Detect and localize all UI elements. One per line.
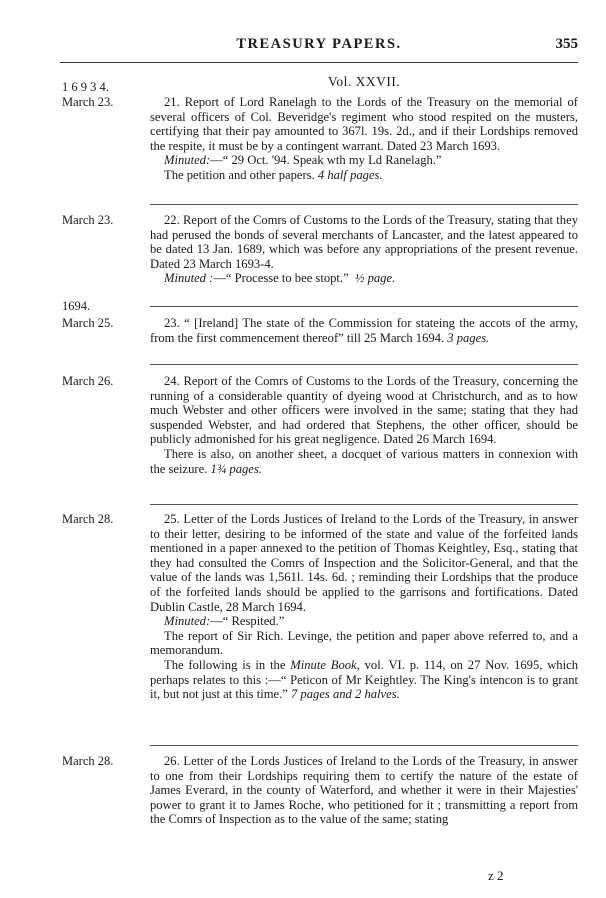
entry-body: 25. Letter of the Lords Justices of Ireland to the Lords of the Treasury, in answer to their letter, desiring to be informed of the state and value of the forfeited lands mentioned in a paper annexed to the petition of Thomas Keightley, Esq., stating that they had consulted the Comrs of Inspection and the Solicitor-General, and that the value of the lands was 1,561l. 14s. 6d. ; reminding their Lordships that the produce of the forfeited lands should be applied to the garrisons and fortifications. Dated Dublin Castle, 28 March 1694.	[150, 512, 578, 614]
margin-date: March 28.	[62, 754, 114, 768]
entry-note: The report of Sir Rich. Levinge, the petition and paper above referred to, and a memorandum.	[150, 628, 578, 658]
margin-year: 1694.	[62, 299, 91, 313]
entry-22	[150, 213, 578, 286]
entry-minute: Minuted :—“ Processe to bee stopt.” ½ page.	[164, 271, 396, 286]
margin-date: March 28.	[62, 512, 114, 526]
entry-23	[150, 316, 578, 345]
entry-note: There is also, on another sheet, a docquet of various matters in connexion with the seizure. 1¾ pages.	[150, 446, 578, 476]
entry-body: 26. Letter of the Lords Justices of Ireland to the Lords of the Treasury, in answer to one from their Lordships requiring them to certify the nature of the estate of James Everard, in the county of Waterford, and whether it were in their Majesties' power to grant it to James Roche, who petitioned for it ; transmitting a report from the Comrs of Inspection as to the value of the same; stating	[150, 754, 578, 827]
entry-note: The petition and other papers. 4 half pages.	[164, 167, 383, 182]
entry-26	[150, 754, 578, 827]
entry-body: 23. “ [Ireland] The state of the Commission for stateing the accots of the army, from the first commencement thereof” till 25 March 1694. 3 pages.	[150, 316, 578, 345]
running-title: TREASURY PAPERS.	[236, 36, 402, 52]
page-header	[60, 28, 578, 63]
entry-body: 21. Report of Lord Ranelagh to the Lords of the Treasury on the memorial of several officers of Col. Beveridge's regiment who stood respited on the musters, certifying that their pay amounted to 367l. 19s. 2d., and if their Lordships removed the respite, it must be by a contingent warrant. Dated 23 March 1693.	[150, 95, 578, 153]
entry-divider	[150, 504, 578, 505]
margin-date: March 23.	[62, 95, 114, 109]
entry-21	[150, 95, 578, 183]
margin-year: 1 6 9 3 4.	[62, 80, 109, 94]
volume-heading: Vol. XXVII.	[327, 74, 401, 89]
entry-minute: Minuted:—“ 29 Oct. '94. Speak wth my Ld Ranelagh.”	[164, 153, 442, 168]
entry-24	[150, 374, 578, 476]
entry-minute: Minuted:—“ Respited.”	[164, 614, 285, 629]
entry-divider	[150, 364, 578, 365]
entry-25	[150, 512, 578, 702]
margin-date: March 25.	[62, 316, 114, 330]
margin-date: March 26.	[62, 374, 114, 388]
entry-note: The following is in the Minute Book, vol. VI. p. 114, on 27 Nov. 1695, which perhaps relates to this :—“ Peticon of Mr Keightley. The King's intencon is to grant it, but not just at this time.” 7 pages and 2 halves.	[150, 657, 578, 702]
signature-mark: z 2	[488, 868, 504, 883]
entry-divider	[150, 306, 578, 307]
margin-date: March 23.	[62, 213, 114, 227]
entry-body: 24. Report of the Comrs of Customs to the Lords of the Treasury, concerning the running of a considerable quantity of dyeing wood at Christchurch, and as to how much Webster and other officers were involved in the same; stating that they had suspended Webster, and had ordered that Stephens, the other officer, should be publicly admonished for his great negligence. Dated 26 March 1694.	[150, 374, 578, 447]
entry-divider	[150, 745, 578, 746]
entry-divider	[150, 204, 578, 205]
page-number: 355	[555, 36, 578, 52]
entry-body: 22. Report of the Comrs of Customs to the Lords of the Treasury, stating that they had perused the bonds of several merchants of Lancaster, and the latest appeared to be dated 13 Jan. 1689, which was before any appropriations of the present revenue. Dated 23 March 1693-4.	[150, 213, 578, 271]
